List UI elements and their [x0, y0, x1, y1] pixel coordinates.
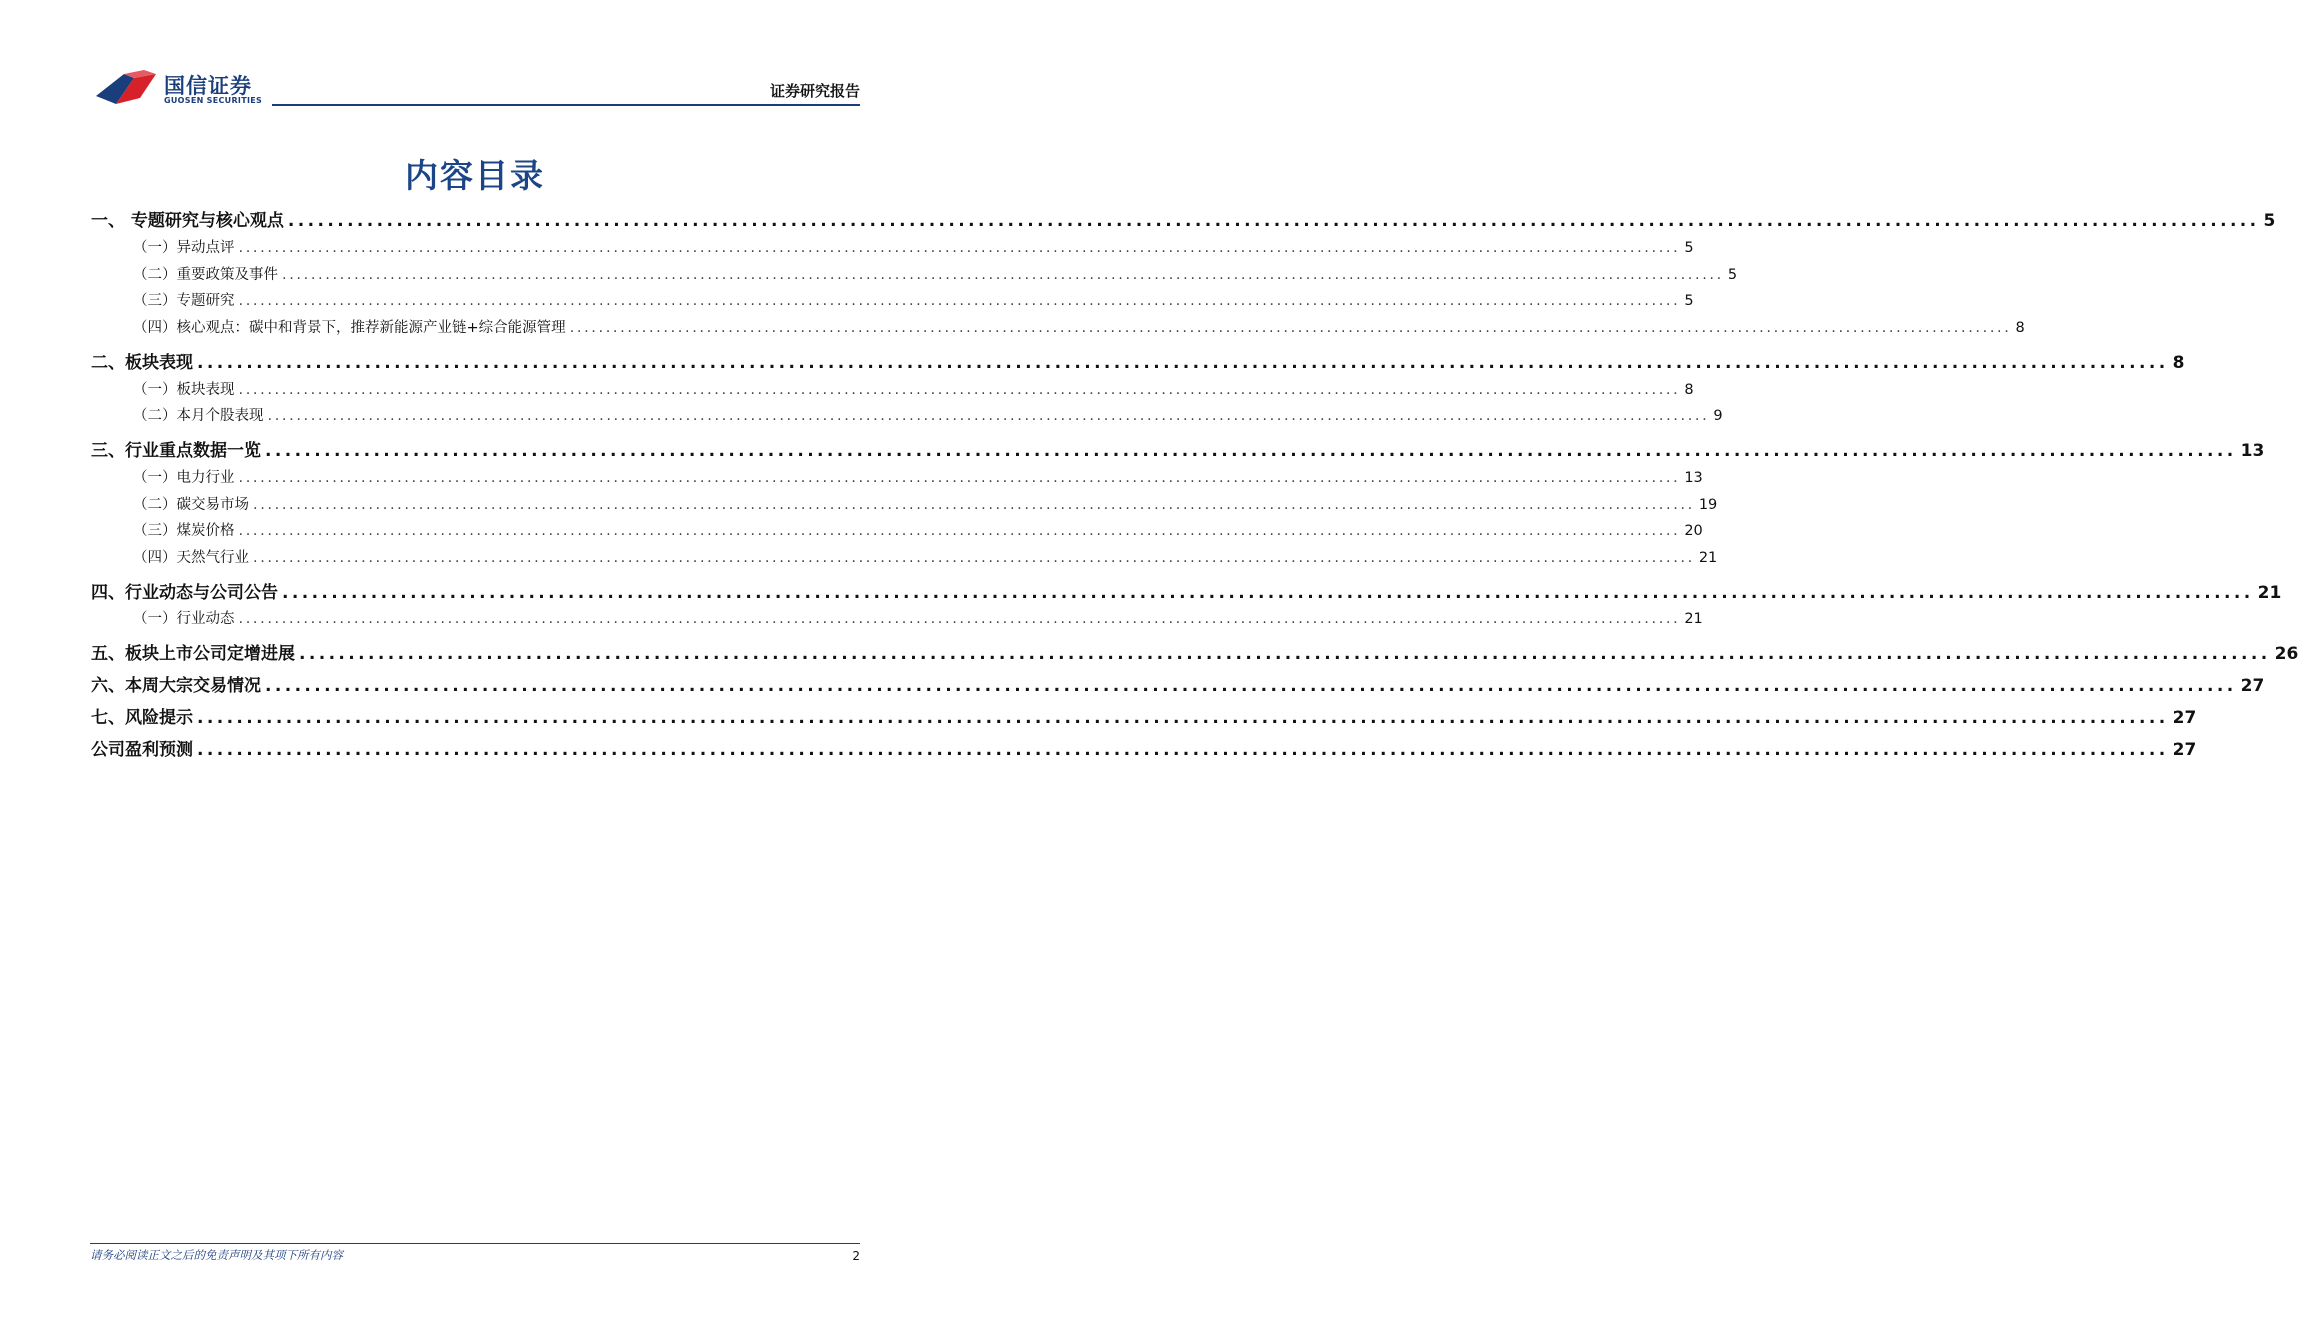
toc-dot-leader: ........................................................................................................................................................................................................: [238, 470, 1681, 486]
toc-subsection-entry[interactable]: [91, 546, 1718, 567]
toc-dot-leader: ........................................................................................................................................................................................................: [569, 320, 2012, 336]
toc-dot-leader: ........................................................................................................................................................................................................: [238, 611, 1681, 627]
toc-entry-page: 21: [1684, 611, 1703, 627]
toc-entry-label: 四、行业动态与公司公告: [91, 583, 278, 603]
toc-entry-label: （三）专题研究: [133, 293, 235, 309]
toc-dot-leader: ........................................................................................................................................................................................................: [238, 523, 1681, 539]
toc-entry-label: 六、本周大宗交易情况: [91, 676, 261, 696]
toc-entry-label: （二）本月个股表现: [133, 408, 264, 424]
toc-subsection-entry[interactable]: [91, 263, 1738, 284]
toc-title: 内容目录: [405, 156, 545, 195]
toc-dot-leader: ........................................................................................................................................................................................................: [265, 676, 2237, 696]
toc-dot-leader: ........................................................................................................................................................................................................: [197, 740, 2169, 760]
toc-entry-page: 26: [2274, 644, 2298, 664]
toc-section-entry[interactable]: [91, 703, 2197, 728]
toc-entry-label: （一）行业动态: [133, 611, 235, 627]
toc-entry-page: 27: [2240, 676, 2265, 696]
toc-subsection-entry[interactable]: [91, 316, 2025, 337]
header-divider: [272, 104, 860, 106]
toc-dot-leader: ........................................................................................................................................................................................................: [282, 583, 2254, 603]
toc-entry-page: 5: [1727, 267, 1738, 283]
toc-entry-label: 二、板块表现: [91, 353, 193, 373]
toc-entry-label: 一、 专题研究与核心观点: [91, 211, 284, 231]
toc-section-entry[interactable]: [91, 671, 2265, 696]
toc-entry-page: 8: [2015, 320, 2025, 336]
toc-entry-page: 19: [1698, 497, 1718, 513]
toc-entry-page: 27: [2172, 708, 2197, 728]
toc-entry-label: （一）电力行业: [133, 470, 235, 486]
guosen-logo: [94, 66, 263, 110]
footer-divider: [90, 1243, 860, 1244]
toc-entry-page: 21: [1698, 550, 1718, 566]
toc-entry-label: （二）碳交易市场: [133, 497, 249, 513]
toc-dot-leader: ........................................................................................................................................................................................................: [238, 240, 1681, 256]
toc-subsection-entry[interactable]: [91, 493, 1718, 514]
toc-entry-label: 公司盈利预测: [91, 740, 193, 760]
report-type-label: 证券研究报告: [769, 82, 860, 100]
toc-dot-leader: ........................................................................................................................................................................................................: [299, 644, 2271, 664]
toc-entry-label: （一）异动点评: [133, 240, 235, 256]
toc-section-entry[interactable]: [91, 206, 2276, 231]
toc-entry-page: 5: [1684, 293, 1694, 309]
toc-subsection-entry[interactable]: [91, 519, 1703, 540]
toc-subsection-entry[interactable]: [91, 466, 1703, 487]
toc-section-entry[interactable]: [91, 436, 2265, 461]
logo-english-name: GUOSEN SECURITIES: [164, 96, 263, 105]
logo-chinese-name: 国信证券: [164, 74, 252, 98]
toc-dot-leader: ........................................................................................................................................................................................................: [287, 211, 2260, 231]
toc-entry-label: 七、风险提示: [91, 708, 193, 728]
toc-subsection-entry[interactable]: [91, 378, 1694, 399]
toc-dot-leader: ........................................................................................................................................................................................................: [238, 293, 1681, 309]
toc-entry-page: 5: [2263, 211, 2276, 231]
toc-entry-label: （四）天然气行业: [133, 550, 249, 566]
toc-dot-leader: ........................................................................................................................................................................................................: [253, 550, 1695, 566]
toc-subsection-entry[interactable]: [91, 236, 1694, 257]
toc-entry-page: 27: [2172, 740, 2197, 760]
toc-dot-leader: ........................................................................................................................................................................................................: [267, 408, 1710, 424]
toc-subsection-entry[interactable]: [91, 607, 1703, 628]
toc-entry-page: 20: [1684, 523, 1703, 539]
toc-entry-label: （二）重要政策及事件: [133, 267, 278, 283]
guosen-logo-mark-icon: [94, 66, 158, 110]
toc-entry-label: 五、板块上市公司定增进展: [91, 644, 295, 664]
toc-entry-page: 5: [1684, 240, 1694, 256]
toc-section-entry[interactable]: [91, 578, 2282, 603]
toc-entry-page: 8: [1684, 382, 1694, 398]
toc-dot-leader: ........................................................................................................................................................................................................: [197, 708, 2169, 728]
toc-entry-page: 13: [2240, 441, 2265, 461]
footer-disclaimer: 请务必阅读正文之后的免责声明及其项下所有内容: [90, 1248, 343, 1262]
toc-dot-leader: ........................................................................................................................................................................................................: [253, 497, 1695, 513]
toc-entry-page: 13: [1684, 470, 1703, 486]
toc-subsection-entry[interactable]: [91, 404, 1723, 425]
toc-section-entry[interactable]: [91, 735, 2197, 760]
page-header: [0, 0, 950, 110]
toc-entry-label: （四）核心观点：碳中和背景下，推荐新能源产业链+综合能源管理: [133, 320, 566, 336]
toc-section-entry[interactable]: [91, 639, 2298, 664]
toc-section-entry[interactable]: [91, 348, 2185, 373]
toc-dot-leader: ........................................................................................................................................................................................................: [238, 382, 1681, 398]
toc-dot-leader: ........................................................................................................................................................................................................: [282, 267, 1724, 283]
toc-entry-label: 三、行业重点数据一览: [91, 441, 261, 461]
toc-dot-leader: ........................................................................................................................................................................................................: [197, 353, 2169, 373]
toc-entry-label: （三）煤炭价格: [133, 523, 235, 539]
toc-entry-page: 21: [2257, 583, 2282, 603]
toc-entry-label: （一）板块表现: [133, 382, 235, 398]
toc-dot-leader: ........................................................................................................................................................................................................: [265, 441, 2237, 461]
toc-subsection-entry[interactable]: [91, 289, 1694, 310]
toc-entry-page: 8: [2172, 353, 2185, 373]
toc-entry-page: 9: [1713, 408, 1723, 424]
page-number: 2: [852, 1249, 860, 1263]
